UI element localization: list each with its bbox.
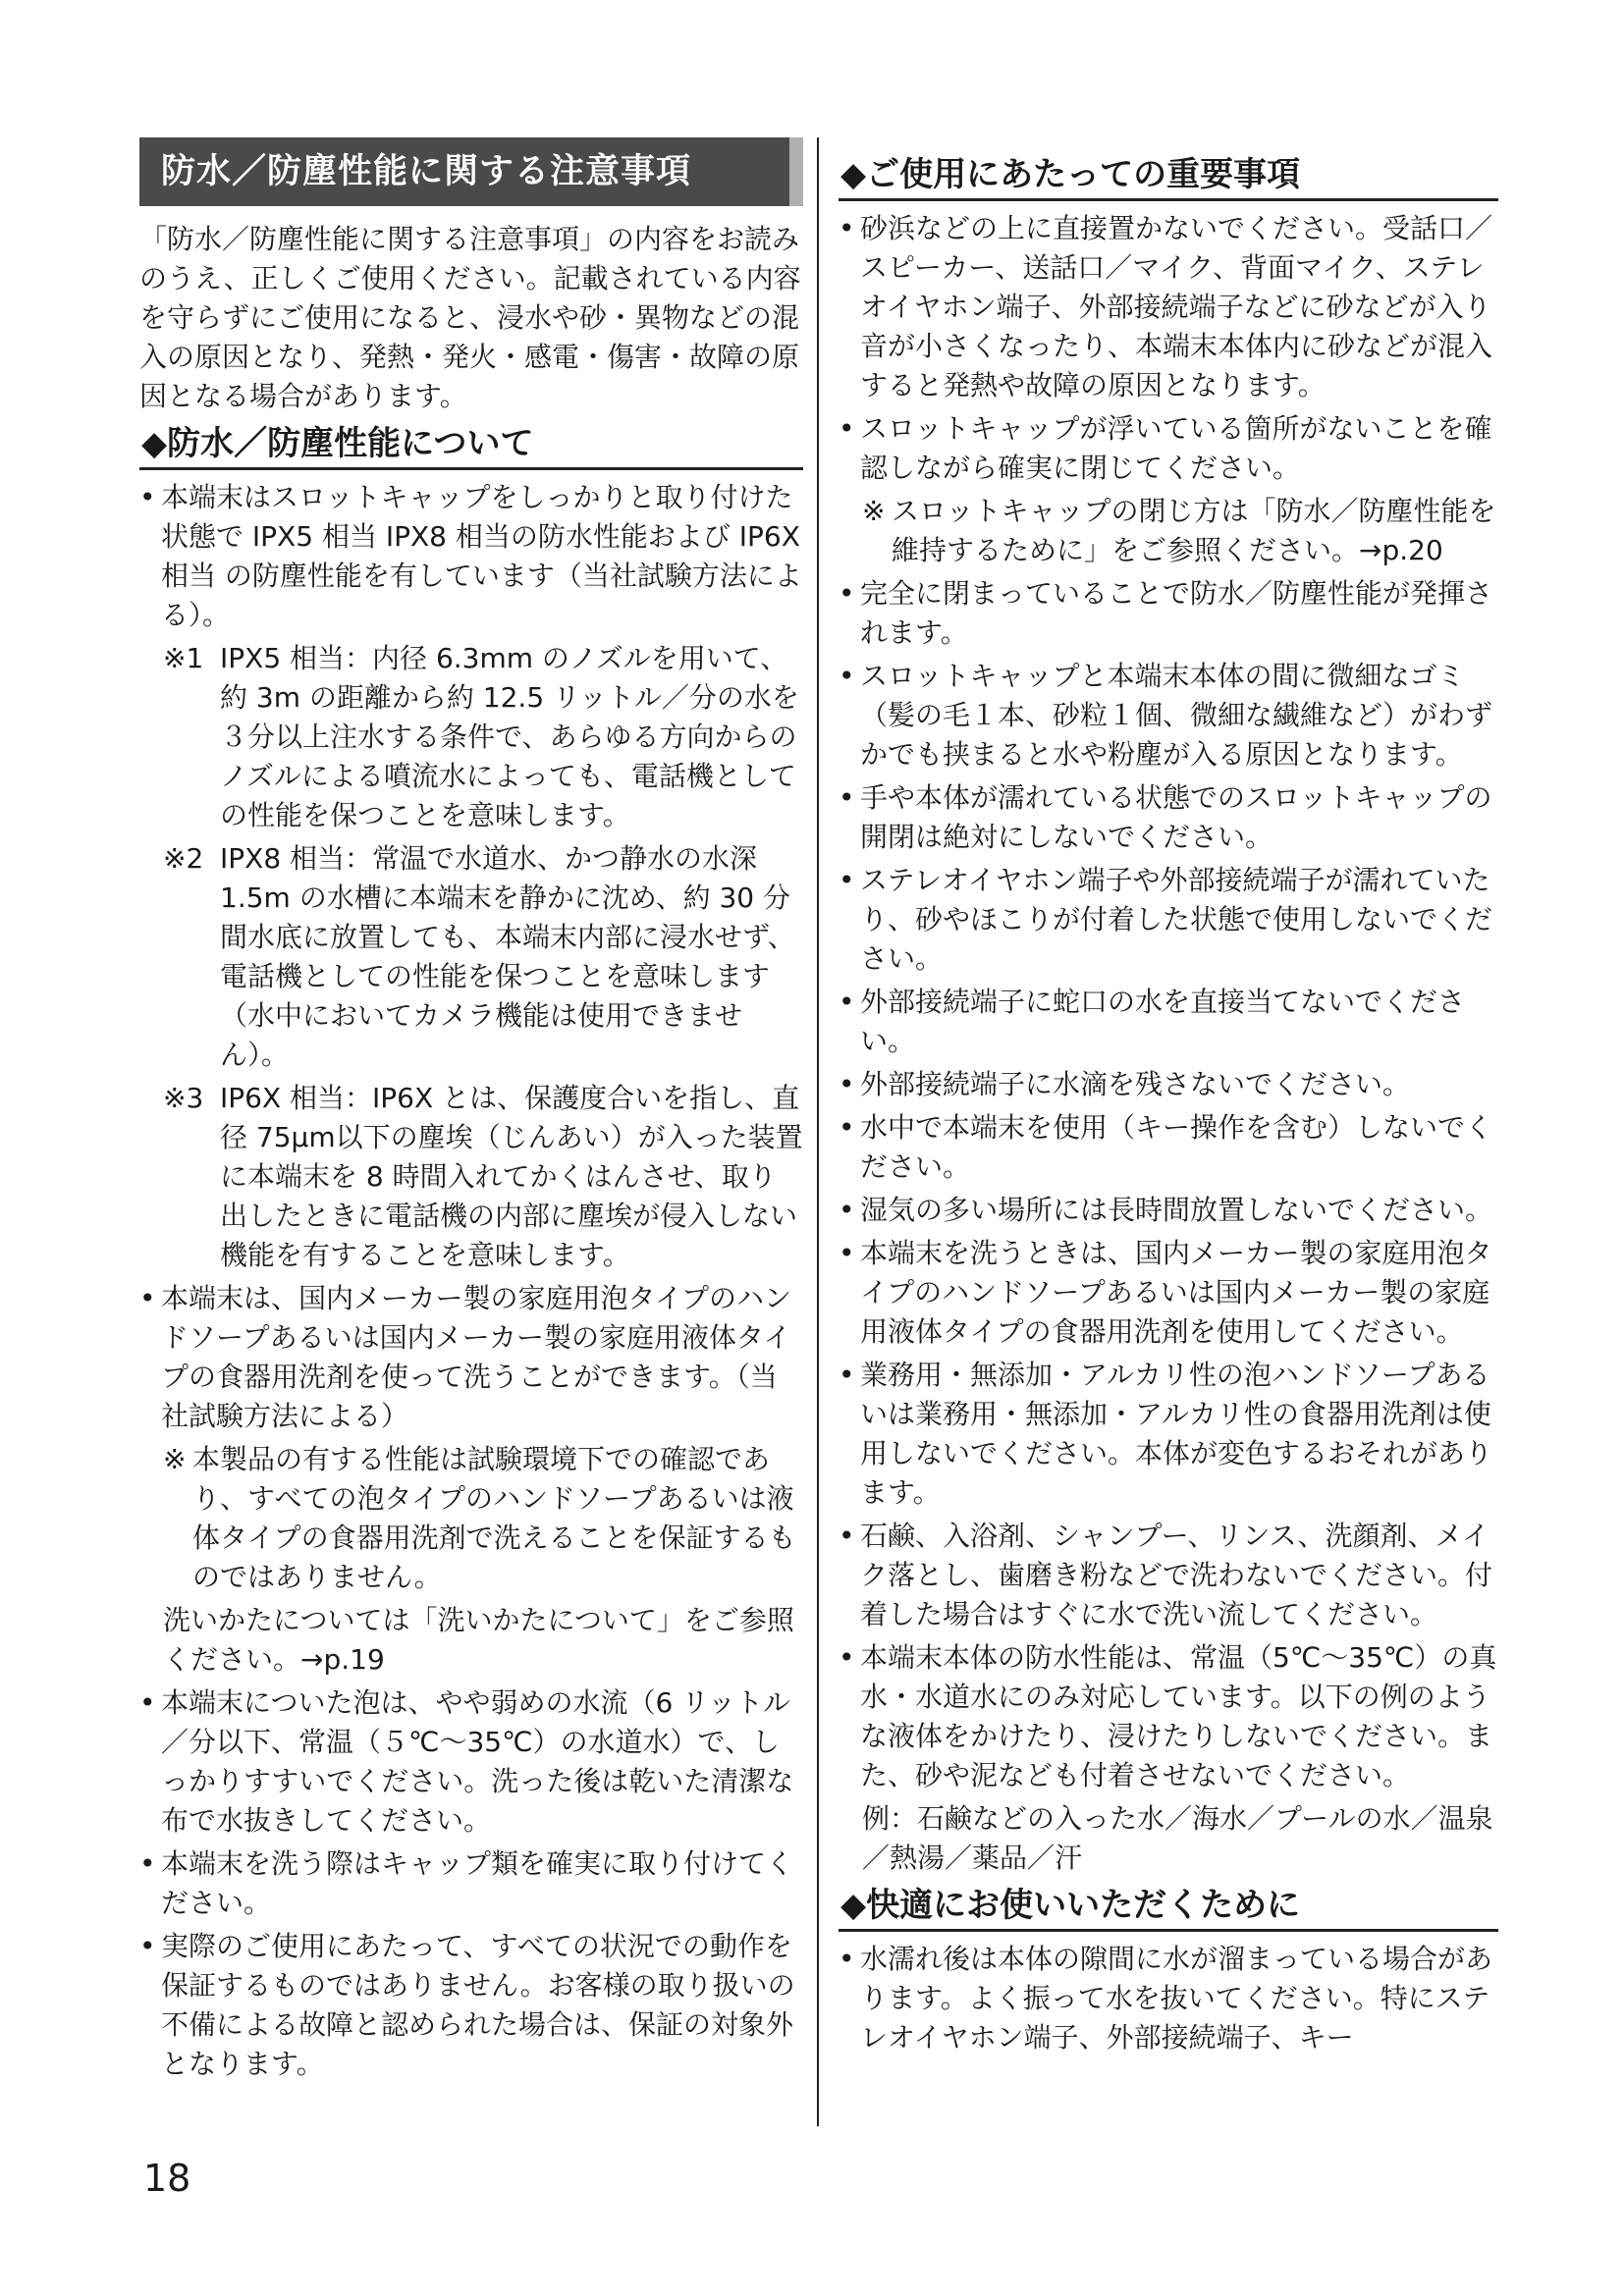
footnote-ipx5 [163,639,803,835]
bullet-item: • 本端末を洗う際はキャップ類を確実に取り付けてください。 [139,1844,803,1923]
footnote-mark: ※1 [163,642,204,674]
bullet-item: • スロットキャップが浮いている箇所がないことを確認しながら確実に閉じてください。 [839,409,1498,488]
bullet-item: • 本端末についた泡は、やや弱めの水流（6 リットル／分以下、常温（５℃～35℃）の水道水）で、しっかりすすいでください。洗った後は乾いた清潔な布で水抜きしてください。 [139,1683,803,1841]
bullet-item: • 本端末はスロットキャップをしっかりと取り付けた状態で IPX5 相当 IPX8 相当の防水性能および IP6X 相当 の防塵性能を有しています（当社試験方法による）。 [139,478,803,635]
page-title: 防水／防塵性能に関する注意事項 [139,137,803,206]
bullet-item: • 石鹸、入浴剤、シャンプー、リンス、洗顔剤、メイク落とし、歯磨き粉などで洗わないでください。付着した場合はすぐに水で洗い流してください。 [839,1517,1498,1634]
bullet-item: • 水中で本端末を使用（キー操作を含む）しないでください。 [839,1108,1498,1187]
footnote-mark: ※2 [163,842,204,875]
bullet-item: • 水濡れ後は本体の隙間に水が溜まっている場合があります。よく振って水を抜いてください。特にステレオイヤホン端子、外部接続端子、キー [839,1940,1498,2057]
bullet-item: • 手や本体が濡れている状態でのスロットキャップの開閉は絶対にしないでください。 [839,778,1498,857]
intro-paragraph: 「防水／防塵性能に関する注意事項」の内容をお読みのうえ、正しくご使用ください。記載されている内容を守らずにご使用になると、浸水や砂・異物などの混入の原因となり、発熱・発火・感電・傷害・故障の原因となる場合があります。 [139,223,801,412]
footnote-mark: ※ [862,495,886,527]
bullet-item: • 実際のご使用にあたって、すべての状況での動作を保証するものではありません。お客様の取り扱いの不備による故障と認められた場合は、保証の対象外となります。 [139,1927,803,2084]
bullet-item: • 湿気の多い場所には長時間放置しないでください。 [839,1191,1498,1230]
bullet-item: • ステレオイヤホン端子や外部接続端子が濡れていたり、砂やほこりが付着した状態で使用しないでください。 [839,861,1498,979]
page-number: 18 [143,2157,191,2200]
section-heading-waterproof: ◆防水／防塵性能について [139,420,803,470]
section-heading-important: ◆ご使用にあたっての重要事項 [839,151,1498,201]
bullet-item: • 砂浜などの上に直接置かないでください。受話口／スピーカー、送話口／マイク、背面マイク、ステレオイヤホン端子、外部接続端子などに砂などが入り音が小さくなったり、本端末本体内に砂などが混入すると発熱や故障の原因となります。 [839,209,1498,405]
bullet-item: • 業務用・無添加・アルカリ性の泡ハンドソープあるいは業務用・無添加・アルカリ性の食器用洗剤は使用しないでください。本体が変色するおそれがあります。 [839,1356,1498,1513]
bullet-item: • 本端末を洗うときは、国内メーカー製の家庭用泡タイプのハンドソープあるいは国内メーカー製の家庭用液体タイプの食器用洗剤を使用してください。 [839,1234,1498,1352]
footnote-text: 本製品の有する性能は試験環境下での確認であり、すべての泡タイプのハンドソープあるいは液体タイプの食器用洗剤で洗えることを保証するものではありません。 [192,1443,796,1593]
reference-text: 洗いかたについては「洗いかたについて」をご参照ください。→p.19 [163,1604,794,1676]
bullet-item: • 本端末本体の防水性能は、常温（5℃～35℃）の真水・水道水にのみ対応しています。以下の例のような液体をかけたり、浸けたりしないでください。また、砂や泥なども付着させないでください。 [839,1638,1498,1795]
footnote-text: IP6X 相当：IP6X とは、保護度合いを指し、直径 75μm以下の塵埃（じんあい）が入った装置に本端末を 8 時間入れてかくはんさせ、取り出したときに電話機の内部に塵埃が侵入しない機能を有することを意味します。 [220,1082,803,1271]
footnote-performance [163,1440,803,1597]
footnote-text: スロットキャップの閉じ方は「防水／防塵性能を維持するために」をご参照ください。→p.20 [892,495,1496,566]
bullet-item: • 外部接続端子に蛇口の水を直接当てないでください。 [839,983,1498,1061]
bullet-item: • 本端末は、国内メーカー製の家庭用泡タイプのハンドソープあるいは国内メーカー製の家庭用液体タイプの食器用洗剤を使って洗うことができます。（当社試験方法による） [139,1279,803,1436]
column-divider [817,137,819,2126]
footnote-ip6x [163,1079,803,1275]
example-text: 例：石鹸などの入った水／海水／プールの水／温泉／熱湯／薬品／汗 [862,1802,1493,1874]
section-heading-comfort: ◆快適にお使いいただくために [839,1882,1498,1932]
bullet-item: • スロットキャップと本端末本体の間に微細なゴミ（髪の毛１本、砂粒１個、微細な繊維など）がわずかでも挟まると水や粉塵が入る原因となります。 [839,657,1498,774]
footnote-mark: ※3 [163,1082,204,1114]
left-column [139,137,803,2088]
right-column [839,137,1498,2061]
footnote-ipx8 [163,839,803,1075]
footnote-mark: ※ [163,1443,187,1475]
footnote-text: IPX8 相当：常温で水道水、かつ静水の水深 1.5m の水槽に本端末を静かに沈め、約 30 分間水底に放置しても、本端末内部に浸水せず、電話機としての性能を保つことを意味します（水中においてカメラ機能は使用できません）。 [220,842,795,1071]
footnote-text: IPX5 相当：内径 6.3mm のノズルを用いて、約 3m の距離から約 12.5 リットル／分の水を３分以上注水する条件で、あらゆる方向からのノズルによる噴流水によっても、電話機としての性能を保つことを意味します。 [220,642,799,831]
bullet-item: • 完全に閉まっていることで防水／防塵性能が発揮されます。 [839,574,1498,653]
footnote-slot-cap [862,492,1498,570]
bullet-item: • 外部接続端子に水滴を残さないでください。 [839,1065,1498,1104]
